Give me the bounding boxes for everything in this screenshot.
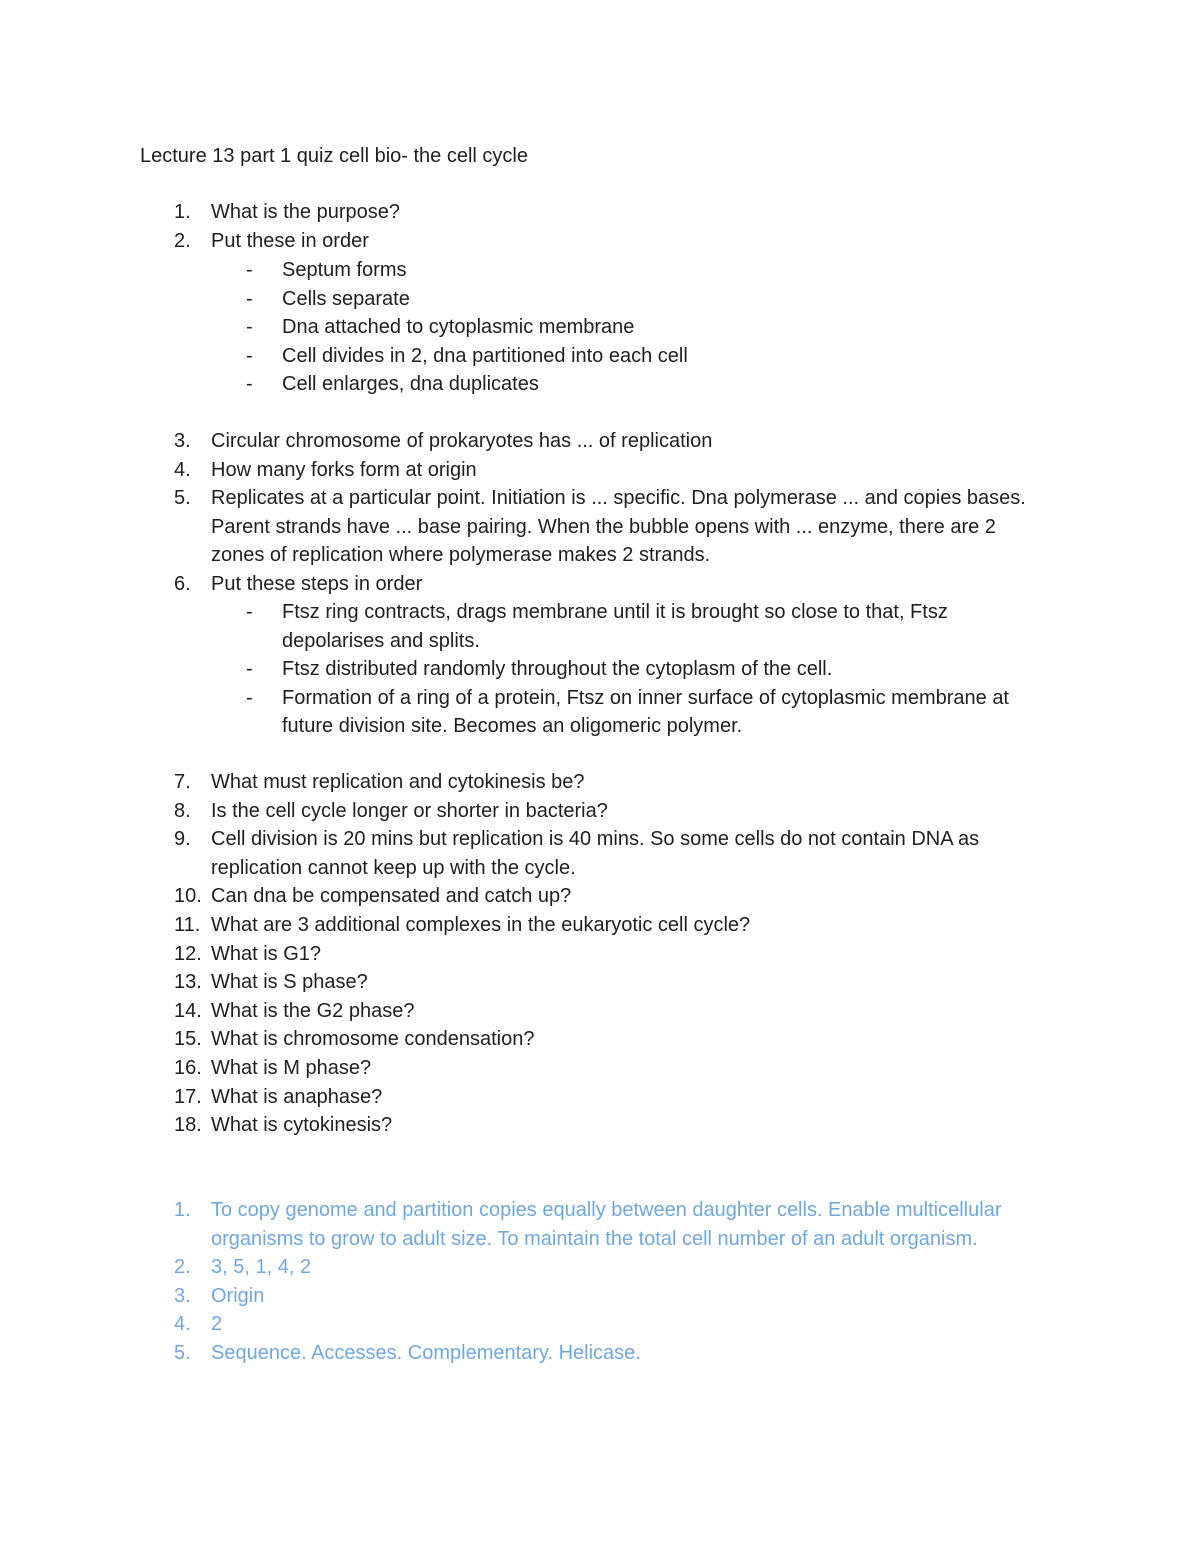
- dash-bullet-icon: -: [246, 287, 253, 310]
- answer-item: [0, 1310, 1200, 1339]
- question-item: [0, 940, 1200, 969]
- question-item-text: Cell division is 20 mins but replication is 40 mins. So some cells do not contain DNA as replication cannot keep up with the cycle.: [211, 828, 980, 879]
- question-item: [0, 484, 1200, 570]
- question-item-text: What is G1?: [211, 942, 322, 965]
- question-item-text: Can dna be compensated and catch up?: [211, 885, 572, 908]
- order-item: [0, 285, 1200, 314]
- questions-7-18: [0, 768, 1200, 1140]
- question-item-text: What must replication and cytokinesis be?: [211, 771, 585, 793]
- question-item-number: 16.: [174, 1056, 202, 1079]
- question-item-text: What are 3 additional complexes in the eukaryotic cell cycle?: [211, 913, 751, 936]
- question-item: [0, 456, 1200, 485]
- question-item: [0, 882, 1200, 911]
- dash-bullet-icon: -: [246, 344, 253, 367]
- answer-item-text: 2: [211, 1313, 223, 1336]
- question-item-text: What is cytokinesis?: [211, 1114, 393, 1137]
- order-item-text: Ftsz ring contracts, drags membrane until it is brought so close to that, Ftsz depolarises and splits.: [282, 601, 948, 652]
- question-item: [0, 1083, 1200, 1112]
- order-list-2: [0, 598, 1200, 741]
- dash-bullet-icon: -: [246, 658, 253, 681]
- question-item-number: 17.: [174, 1085, 202, 1108]
- question-item: [0, 1111, 1200, 1140]
- question-item-number: 10.: [174, 885, 202, 908]
- answer-item: [0, 1196, 1200, 1253]
- order-item-text: Cell divides in 2, dna partitioned into each cell: [282, 344, 688, 367]
- question-item-number: 6.: [174, 572, 191, 595]
- order-item: [0, 342, 1200, 371]
- dash-bullet-icon: -: [246, 373, 253, 396]
- question-item-number: 15.: [174, 1028, 202, 1051]
- answers-list: [0, 1196, 1200, 1368]
- question-item-number: 2.: [174, 229, 191, 252]
- order-item: [0, 313, 1200, 342]
- answer-item-number: 4.: [174, 1313, 191, 1336]
- question-item: [0, 911, 1200, 940]
- question-item-text: Is the cell cycle longer or shorter in bacteria?: [211, 799, 608, 822]
- order-item: [0, 684, 1200, 741]
- answer-item-number: 5.: [174, 1341, 191, 1364]
- answer-item-text: To copy genome and partition copies equally between daughter cells. Enable multicellular organisms to grow to adult size. To maintain the total cell number of an adult organism.: [211, 1199, 1002, 1250]
- questions-3-6: [0, 427, 1200, 599]
- order-item-text: Cell enlarges, dna duplicates: [282, 373, 539, 396]
- question-item-text: Replicates at a particular point. Initiation is ... specific. Dna polymerase ... and copies bases. Parent strands have ... base pairing. When the bubble opens with ... enzyme, there are 2 zones of replication where polymerase makes 2 strands.: [211, 487, 1026, 567]
- question-item-text: Circular chromosome of prokaryotes has ... of replication: [211, 430, 713, 452]
- order-item-text: Septum forms: [282, 259, 407, 281]
- question-item: [0, 1054, 1200, 1083]
- question-item-text: Put these steps in order: [211, 572, 423, 595]
- document-title: Lecture 13 part 1 quiz cell bio- the cell cycle: [140, 145, 528, 167]
- dash-bullet-icon: -: [246, 316, 253, 339]
- answer-item-number: 3.: [174, 1284, 191, 1307]
- answer-item-number: 2.: [174, 1256, 191, 1279]
- order-item-text: Cells separate: [282, 287, 410, 310]
- question-item-number: 1.: [174, 201, 191, 223]
- question-item-text: How many forks form at origin: [211, 458, 477, 481]
- question-item-number: 5.: [174, 487, 191, 510]
- question-item-text: What is S phase?: [211, 971, 368, 994]
- question-item: [0, 198, 1200, 227]
- order-item: [0, 655, 1200, 684]
- question-item: [0, 968, 1200, 997]
- question-item-text: What is the G2 phase?: [211, 999, 415, 1022]
- order-item-text: Ftsz distributed randomly throughout the cytoplasm of the cell.: [282, 658, 833, 681]
- order-item-text: Dna attached to cytoplasmic membrane: [282, 316, 635, 339]
- order-item: [0, 370, 1200, 399]
- question-item-text: What is the purpose?: [211, 201, 400, 223]
- order-item: [0, 598, 1200, 655]
- answer-item: [0, 1282, 1200, 1311]
- dash-bullet-icon: -: [246, 259, 253, 281]
- answer-item-number: 1.: [174, 1199, 191, 1221]
- question-item: [0, 427, 1200, 456]
- question-item: [0, 825, 1200, 882]
- order-item-text: Formation of a ring of a protein, Ftsz on inner surface of cytoplasmic membrane at future division site. Becomes an oligomeric polymer.: [282, 686, 1009, 738]
- dash-bullet-icon: -: [246, 686, 253, 709]
- question-item: [0, 997, 1200, 1026]
- question-item-text: What is anaphase?: [211, 1085, 383, 1108]
- answer-item: [0, 1339, 1200, 1368]
- question-item-number: 7.: [174, 771, 191, 793]
- question-item-text: What is chromosome condensation?: [211, 1028, 535, 1051]
- order-list-1: [0, 256, 1200, 399]
- question-item-number: 18.: [174, 1114, 202, 1137]
- question-item: [0, 227, 1200, 256]
- questions-1-2: [0, 198, 1200, 255]
- question-item-number: 13.: [174, 971, 202, 994]
- order-item: [0, 256, 1200, 285]
- question-item-number: 11.: [174, 913, 201, 936]
- question-item: [0, 570, 1200, 599]
- question-item: [0, 797, 1200, 826]
- dash-bullet-icon: -: [246, 601, 253, 623]
- question-item-number: 4.: [174, 458, 191, 481]
- answer-item-text: Origin: [211, 1284, 265, 1307]
- answer-item-text: Sequence. Accesses. Complementary. Helicase.: [211, 1341, 641, 1364]
- answer-item: [0, 1253, 1200, 1282]
- answer-item-text: 3, 5, 1, 4, 2: [211, 1256, 312, 1279]
- question-item-text: What is M phase?: [211, 1056, 372, 1079]
- question-item: [0, 1025, 1200, 1054]
- question-item-number: 12.: [174, 942, 202, 965]
- question-item-text: Put these in order: [211, 229, 369, 252]
- question-item-number: 14.: [174, 999, 202, 1022]
- question-item-number: 8.: [174, 799, 191, 822]
- question-item-number: 3.: [174, 430, 191, 452]
- question-item-number: 9.: [174, 828, 191, 851]
- question-item: [0, 768, 1200, 797]
